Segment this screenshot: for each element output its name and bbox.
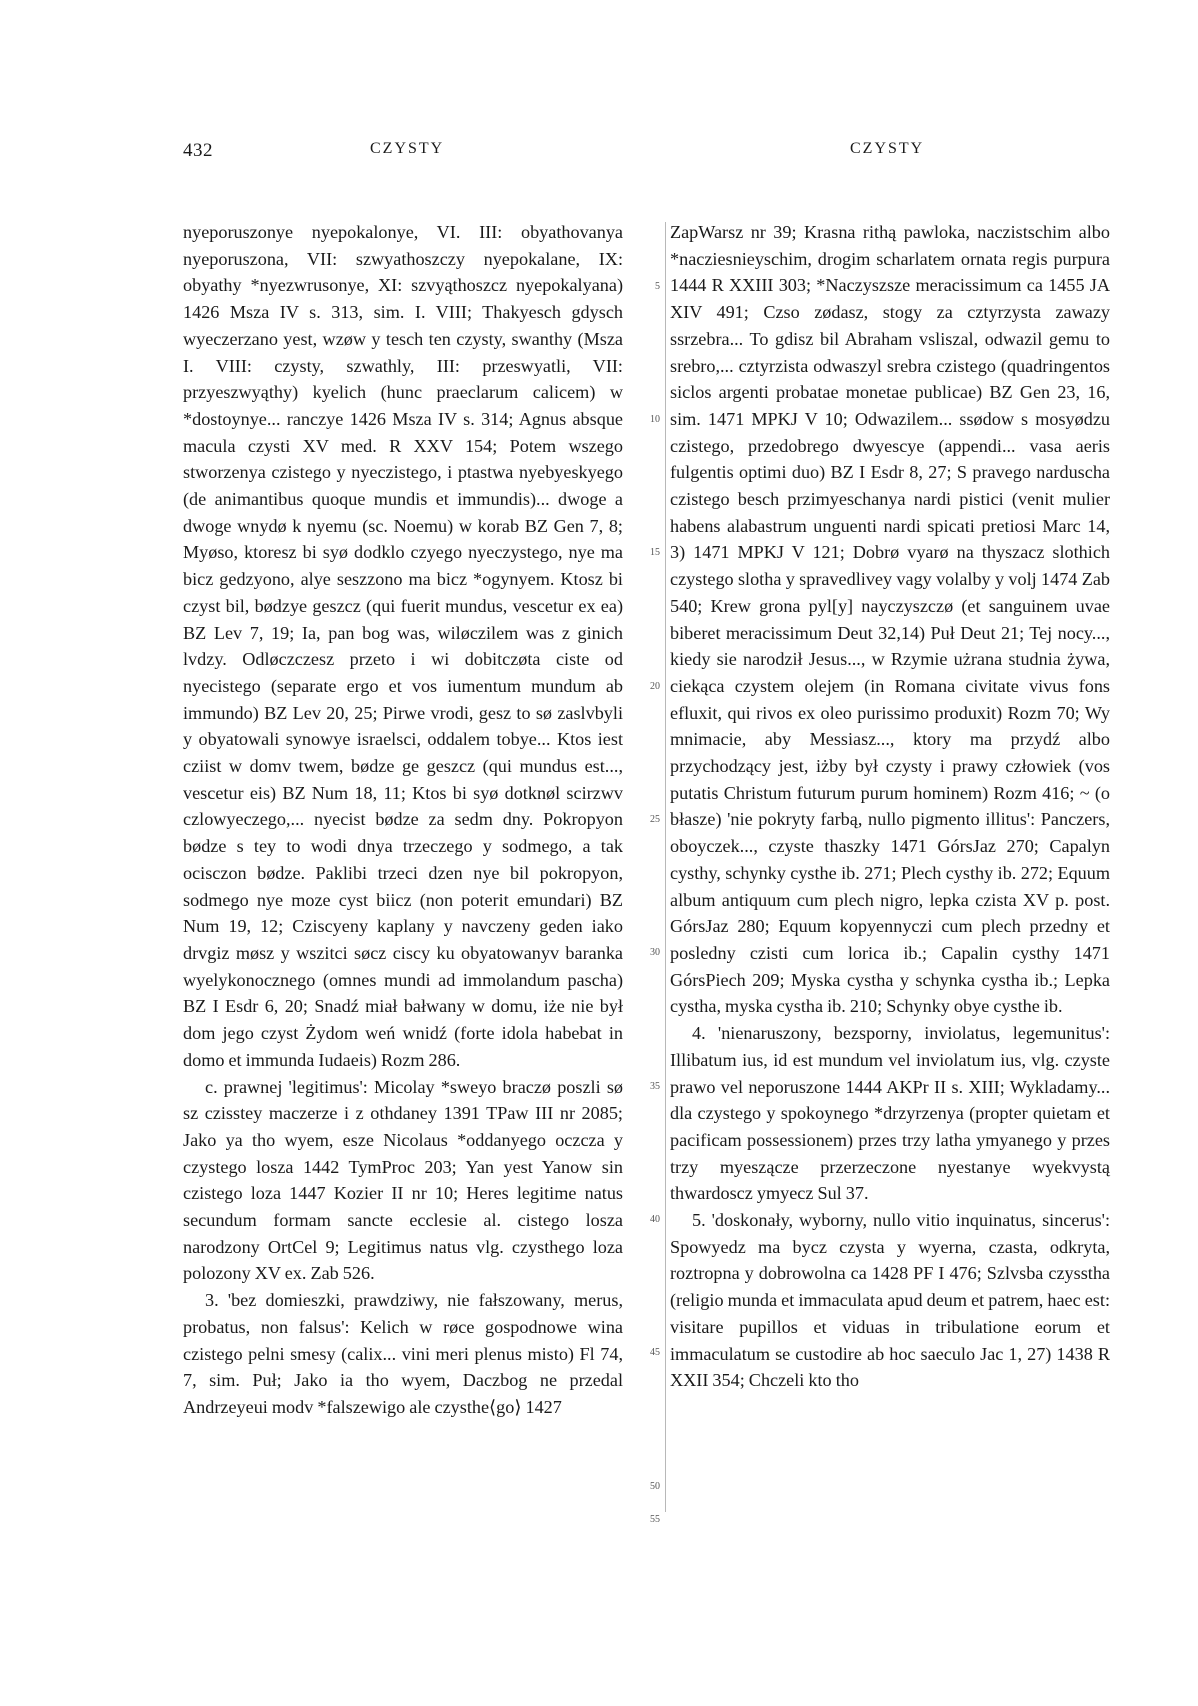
line-number: 50	[650, 1481, 660, 1492]
column-rule	[665, 222, 666, 1512]
running-head-right: CZYSTY	[850, 140, 925, 157]
entry-paragraph: c. prawnej 'legitimus': Micolay *sweyo braczø poszli sø sz czisstey maczerze i z othdaney 1391 TPaw III nr 2085; Jako ya tho wyem, esze Nicolaus *oddanyego oczcza y czystego losza 1442 TymProc 203; Yan yest Yanow sin czistego loza 1447 Kozier II nr 10; Heres legitime natus secundum formam sancte ecclesie al. cistego losza narodzony OrtCel 9; Legitimus natus vlg. czysthego loza polozony XV ex. Zab 526.	[183, 1076, 623, 1284]
running-head-left: CZYSTY	[370, 140, 445, 157]
line-number: 20	[650, 681, 660, 692]
line-number: 55	[650, 1514, 660, 1525]
line-number: 35	[650, 1081, 660, 1092]
running-header	[0, 140, 1198, 170]
line-number: 25	[650, 814, 660, 825]
page-number: 432	[183, 140, 213, 161]
left-column	[183, 219, 623, 1421]
entry-paragraph: 4. 'nienaruszony, bezsporny, inviolatus, legemunitus': Illibatum ius, id est mundum vel inviolatum ius, vlg. czyste prawo vel neporuszone 1444 AKPr II s. XIII; Wykladamy... dla czystego y spokoynego *drzyrzenya (propter quietam et pacificam possessionem) przes trzy latha ymyanego y przes trzy myeszącze przerzeczone nyestanye wyekvystą thwardoscz ymyecz Sul 37.	[670, 1023, 1110, 1204]
entry-paragraph: 3. 'bez domieszki, prawdziwy, nie fałszowany, merus, probatus, non falsus': Kelich w røce gospodnowe wina czistego pelni smesy (calix... vini meri plenus misto) Fl 74, 7, sim. Puł; Jako ia tho wyem, Daczbog ne przedal Andrzeyeui modv *falszewigo ale czysthe⟨go⟩ 1427	[183, 1290, 623, 1417]
right-column	[670, 219, 1110, 1394]
line-number: 40	[650, 1214, 660, 1225]
line-number: 5	[655, 281, 660, 292]
line-number: 15	[650, 547, 660, 558]
entry-paragraph: ZapWarsz nr 39; Krasna rithą pawloka, naczistschim albo *nacziesnieyschim, drogim scharlatem ornata regis purpura 1444 R XXIII 303; *Naczyszsze meracissimum ca 1455 JA XIV 491; Czso zødasz, stogy za cztyrzysta zawazy ssrzebra... To gdisz bil Abraham vsliszal, odwazil gemu to srebro,... cztyrzista odwaszyl srebra czistego (quadringentos siclos argenti probatae monetae publicae) BZ Gen 23, 16, sim. 1471 MPKJ V 10; Odwazilem... ssødow s mosyødzu czistego, przedobrego dwyescye (appendi... vasa aeris fulgentis optimi duo) BZ I Esdr 8, 27; S pravego narduscha czistego besch przimyeschanya nardi pistici (venit mulier habens alabastrum unguenti nardi spicati pretiosi Marc 14, 3) 1471 MPKJ V 121; Dobrø vyarø na thyszacz slothich czystego slotha y spravedlivey vagy volalby y volj 1474 Zab 540; Krew grona pyl[y] nayczyszczø (et sanguinem uvae biberet meracissimum Deut 32,14) Puł Deut 21; Tej nocy..., kiedy sie narodził Jesus..., w Rzymie użrana studnia żywa, ciekąca czystem olejem (in Romana civitate vivus fons efluxit, qui rivos ex oleo purissimo produxit) Rozm 70; Wy mnimacie, aby Messiasz..., ktory ma przydź albo przychodzący jest, iżby był czysty i prawy człowiek (vos putatis Christum futurum purum hominem) Rozm 416; ~ (o błasze) 'nie pokryty farbą, nullo pigmento illitus': Panczers, oboyczek..., czyste thaszky 1471 GórsJaz 270; Capalyn cysthy, schynky cysthe ib. 271; Plech cysthy ib. 272; Equum album antiquum cum plech nigro, lepka czista XV p. post. GórsJaz 280; Equum kopyennyczi cum plech przedny et posledny czisti cum lorica ib.; Capalin cysthy 1471 GórsPiech 209; Myska cystha y schynka cystha ib.; Lepka cystha, myska cystha ib. 210; Schynky obye cysthe ib.	[670, 222, 1110, 1017]
entry-paragraph: 5. 'doskonały, wyborny, nullo vitio inquinatus, sincerus': Spowyedz ma bycz czysta y wyerna, czasta, odkryta, roztropna y dobrowolna ca 1428 PF I 476; Szlvsba czysstha (religio munda et immaculata apud deum et patrem, haec est: visitare pupillos et viduas in tribulatione eorum et immaculatum se custodire ab hoc saeculo Jac 1, 27) 1438 R XXII 354; Chczeli kto tho	[670, 1210, 1110, 1391]
line-number: 45	[650, 1347, 660, 1358]
entry-paragraph: nyeporuszonye nyepokalonye, VI. III: obyathovanya nyeporuszona, VII: szwyathoszczy nyepokalane, IX: obyathy *nyezwrusonye, XI: szvyąthoszcz nyepokalyana) 1426 Msza IV s. 313, sim. I. VIII; Thakyesch gdysch wyeczerzano yest, wzøw y tesch ten czysty, swanthy (Msza I. VIII: czysty, szwathly, III: przeswyatli, VII: przyeszwyąthy) kyelich (hunc praeclarum calicem) w *dostoynye... ranczye 1426 Msza IV s. 314; Agnus absque macula czysti XV med. R XXV 154; Potem wszego stworzenya czistego y nyeczistego, i ptastwa nyebyeskyego (de animantibus quoque mundis et immundis)... dwoge a dwoge wnydø k nyemu (sc. Noemu) w korab BZ Gen 7, 8; Myøso, ktoresz bi syø dodklo czyego nyeczystego, nye ma bicz gedzyono, alye seszzono ma bicz *ogynyem. Ktosz bi czyst bil, bødzye geszcz (qui fuerit mundus, vescetur ex ea) BZ Lev 7, 19; Ia, pan bog was, wiløczilem was z ginich lvdzy. Odløczczesz przeto i wi dobitczøta ciste od nyecistego (separate ergo et vos iumentum mundum ab immundo) BZ Lev 20, 25; Pirwe vrodi, gesz to sø zaslvbyli y obyatowali synowye israelsci, oddalem tobye... Ktos iest cziist w domv twem, bødze ge geszcz (qui mundus est..., vescetur eis) BZ Num 18, 11; Ktos bi syø dotknøl scirzwv czlowyeczego,... nyecist bødze za sedm dny. Pokropyon bødze s tey to wodi dnya trzeczego y sodmego, a tak ocisczon bødze. Paklibi trzeci dzen nye bil pokropyon, sodmego nye moze cyst biicz (non poterit emundari) BZ Num 19, 12; Cziscyeny kaplany y navczeny geden iako drvgiz møsz y wszitci søcz ciscy ku obyatowanyv baranka wyelykonocznego (omnes mundi ad immolandum pascha) BZ I Esdr 6, 20; Snadź miał bałwany w domu, iże nie był dom jego czyst Żydom weń wnidź (forte idola habebat in domo et immunda Iudaeis) Rozm 286.	[183, 222, 623, 1070]
line-number: 10	[650, 414, 660, 425]
line-number: 30	[650, 947, 660, 958]
